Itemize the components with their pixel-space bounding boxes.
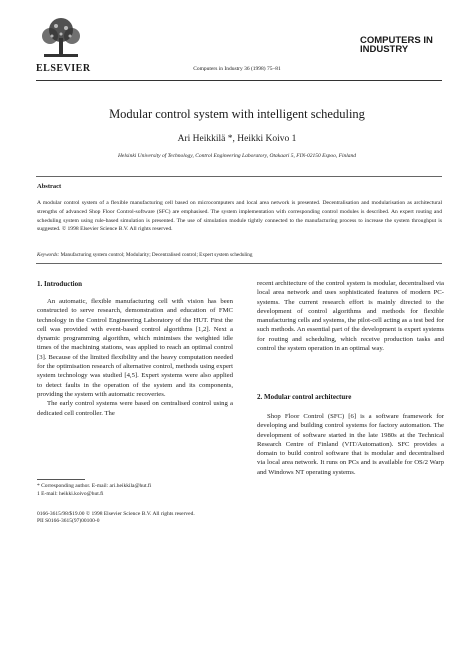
pii-identifier: PII S0166-3615(97)00100-0 bbox=[37, 518, 100, 524]
architecture-column bbox=[257, 412, 444, 477]
elsevier-tree-logo-icon bbox=[38, 14, 84, 60]
journal-title-line1: COMPUTERS IN bbox=[360, 35, 433, 46]
keywords bbox=[37, 252, 442, 258]
footnote-corresponding-author: * Corresponding author. E-mail: ari.heikkila@hut.fi bbox=[37, 483, 152, 489]
section-heading-architecture: 2. Modular control architecture bbox=[257, 393, 352, 401]
intro-paragraph-1: An automatic, flexible manufacturing cell with vision has been constructed to serve research, demonstration and education of FMC technology in the Control Engineering Laboratory of the HUT. First the cell was provided with event-based control algorithms [1,2]. Next a dynamic programming algorithm, which minimises the weighted idle times of the machining stations, was applied to reach an optimal control [3]. Because of the limited flexibility and the heavy computation needed for the optimisation research of alternative control, methods using expert system technology was studied [4,5]. Expert systems were also applied to detect faults in the operation of the system and its components, providing the system with automatic recoveries. bbox=[37, 298, 233, 398]
abstract-heading: Abstract bbox=[37, 183, 62, 190]
copyright-line: 0166-3615/98/$19.00 © 1998 Elsevier Science B.V. All rights reserved. bbox=[37, 511, 195, 517]
left-column bbox=[37, 297, 233, 418]
journal-citation: Computers in Industry 36 (1998) 75–81 bbox=[193, 66, 281, 72]
abstract-top-rule bbox=[36, 176, 442, 177]
section-heading-introduction: 1. Introduction bbox=[37, 280, 82, 288]
paper-title: Modular control system with intelligent scheduling bbox=[109, 107, 365, 121]
keywords-label: Keywords: bbox=[37, 252, 60, 258]
paper-authors: Ari Heikkilä *, Heikki Koivo 1 bbox=[177, 134, 297, 144]
author-affiliation: Helsinki University of Technology, Control Engineering Laboratory, Otakaari 5, FIN-02150 Espoo, Finland bbox=[117, 153, 357, 159]
intro-paragraph-2: The early control systems were based on centralised control using a dedicated cell controller. The bbox=[37, 400, 233, 417]
footnote-email: 1 E-mail: heikki.koivo@hut.fi bbox=[37, 491, 104, 497]
intro-paragraph-continued: recent architecture of the control system is modular, decentralised via local area network and uses sophisticated features of modern PC-systems. The current research effort is mainly directed to the development of control algorithms and methods for flexible manufacturing cells and systems, the pilot-cell acting as a test bed for such methods. An essential part of the development is expert systems for routing and scheduling, which receive production tasks and control the system operation in an optimal way. bbox=[257, 280, 444, 353]
journal-title-line2: INDUSTRY bbox=[360, 44, 409, 55]
header-divider bbox=[36, 80, 442, 81]
publisher-name: ELSEVIER bbox=[36, 63, 91, 74]
abstract-text: A modular control system of a flexible manufacturing cell based on microcomputers and local area network is presented. Decentralisation and modularisation as architectural strengths of advanced Shop Floor Control-software (SFC) are emphasised. The system implementation with corresponding control modules is described. An expert routing and scheduling system using rule-based simulation is presented. The use of simulation module tightly connected to the manufacturing process to increase the system throughput is suggested. © 1998 Elsevier Science B.V. All rights reserved. bbox=[37, 200, 442, 233]
abstract-bottom-rule bbox=[36, 263, 442, 264]
footnote-rule bbox=[37, 479, 85, 480]
journal-title bbox=[360, 36, 460, 54]
right-column-continuation bbox=[257, 279, 444, 353]
architecture-paragraph-1: Shop Floor Control (SFC) [6] is a software framework for developing and building control systems for factory automation. The development of software started in the late 1980s at the Technical Research Centre of Finland (VIT/Automation). SFC provides a domain to build control software that is modular and decentralised via local area network. It runs on PCs and is available for OS/2 Warp and Windows NT operating systems. bbox=[257, 413, 444, 476]
keywords-list: Manufacturing system control; Modularity; Decentralised control; Expert system scheduling bbox=[60, 252, 253, 258]
